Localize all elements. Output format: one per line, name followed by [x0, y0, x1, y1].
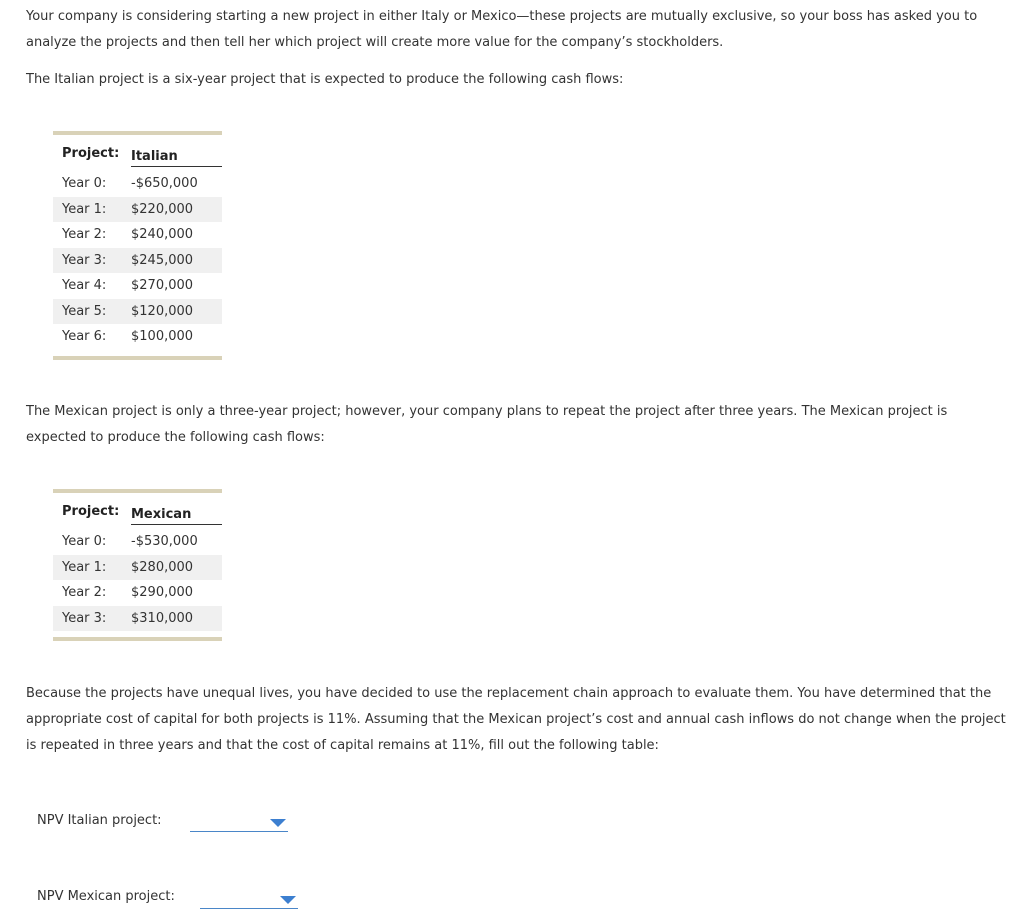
cash-flow-value: -$530,000 [131, 534, 198, 550]
cash-flow-value: $310,000 [131, 610, 194, 626]
italian-cash-flow-table [53, 131, 222, 360]
year-label: Year 0: [62, 534, 107, 550]
cash-flow-value: $280,000 [131, 559, 194, 575]
year-label: Year 4: [62, 278, 107, 294]
table-row [53, 273, 222, 299]
npv-italian-label: NPV Italian project: [37, 813, 162, 828]
header-label: Project: [62, 504, 120, 519]
header-label: Project: [62, 146, 120, 161]
npv-italian-dropdown[interactable] [190, 813, 288, 832]
table-row [53, 606, 222, 632]
chevron-down-icon[interactable] [270, 819, 286, 827]
table-row [53, 299, 222, 325]
table-row [53, 580, 222, 606]
year-label: Year 3: [62, 610, 107, 626]
italian-intro-paragraph: The Italian project is a six-year project that is expected to produce the following cash flows: [26, 72, 624, 87]
year-label: Year 3: [62, 252, 107, 268]
table-row [53, 248, 222, 274]
year-label: Year 2: [62, 227, 107, 243]
year-label: Year 5: [62, 303, 107, 319]
table-row [53, 529, 222, 555]
table-row [53, 197, 222, 223]
cash-flow-value: $290,000 [131, 585, 194, 601]
table-row [53, 171, 222, 197]
mexican-cash-flow-table [53, 489, 222, 641]
chevron-down-icon[interactable] [280, 896, 296, 904]
year-label: Year 1: [62, 201, 107, 217]
cash-flow-value: $220,000 [131, 201, 194, 217]
header-value: Italian [131, 149, 222, 167]
cash-flow-value: $120,000 [131, 303, 194, 319]
year-label: Year 2: [62, 585, 107, 601]
cash-flow-value: $245,000 [131, 252, 194, 268]
cash-flow-value: $270,000 [131, 278, 194, 294]
mexican-intro-paragraph: The Mexican project is only a three-year project; however, your company plans to repeat the project after three years. The Mexican project is expected to produce the following cash flows: [26, 404, 948, 445]
table-row [53, 555, 222, 581]
table-row [53, 324, 222, 350]
year-label: Year 1: [62, 559, 107, 575]
header-value: Mexican [131, 507, 222, 525]
npv-mexican-label: NPV Mexican project: [37, 889, 175, 904]
cash-flow-value: $100,000 [131, 329, 194, 345]
intro-paragraph: Your company is considering starting a new project in either Italy or Mexico—these projects are mutually exclusive, so your boss has asked you to analyze the projects and then tell her which project will create more value for the company’s stockholders. [26, 9, 978, 50]
year-label: Year 6: [62, 329, 107, 345]
year-label: Year 0: [62, 176, 107, 192]
table-row [53, 222, 222, 248]
table-header [53, 139, 222, 165]
npv-mexican-dropdown[interactable] [200, 890, 298, 909]
table-header [53, 497, 222, 523]
cash-flow-value: -$650,000 [131, 176, 198, 192]
method-paragraph: Because the projects have unequal lives, you have decided to use the replacement chain approach to evaluate them. You have determined that the appropriate cost of capital for both projects is 11%. Assuming that the Mexican project’s cost and annual cash inflows do not change when the project is repeated in three years and that the cost of capital remains at 11%, fill out the following table: [26, 686, 1006, 753]
cash-flow-value: $240,000 [131, 227, 194, 243]
